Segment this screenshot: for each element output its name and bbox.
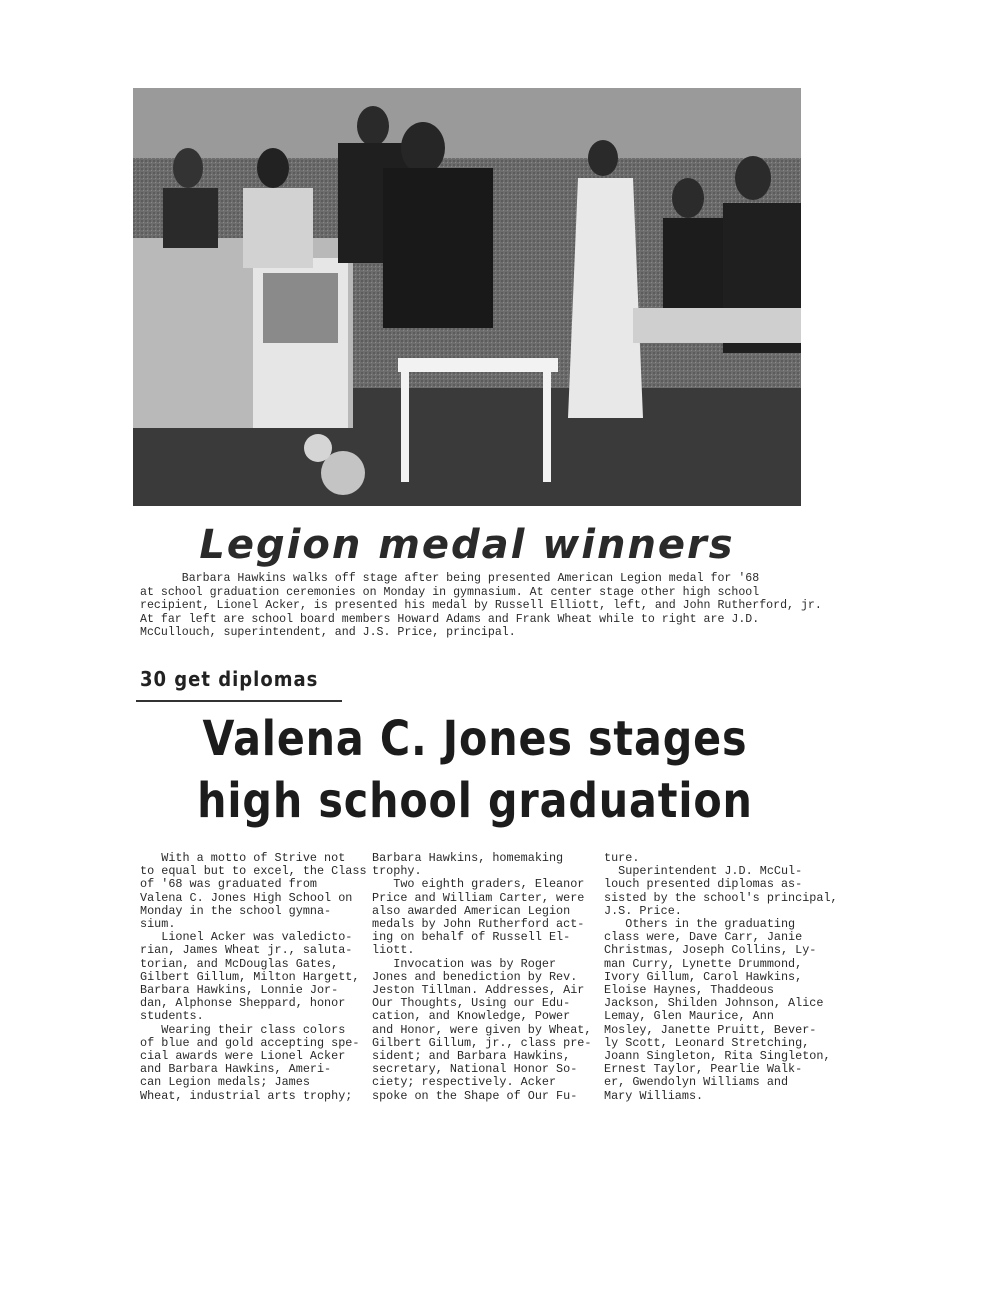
article-line: man Curry, Lynette Drummond, (604, 956, 803, 971)
article-line: Joann Singleton, Rita Singleton, (604, 1049, 831, 1064)
article-column-1 (140, 851, 367, 1103)
article-line: ing on behalf of Russell El- (372, 930, 571, 945)
photo-headline: Legion medal winners (199, 522, 735, 568)
article-line: of blue and gold accepting spe- (140, 1035, 360, 1050)
article-line: students. (140, 1009, 204, 1024)
article-line: Jackson, Shilden Johnson, Alice (604, 996, 824, 1011)
article-line: Ernest Taylor, Pearlie Walk- (604, 1062, 803, 1077)
article-line: Price and William Carter, were (372, 890, 585, 905)
article-line: Mosley, Janette Pruitt, Bever- (604, 1022, 817, 1037)
title-line: Valena C. Jones stages (202, 711, 748, 767)
article-line: class were, Dave Carr, Janie (604, 930, 803, 945)
title-line: high school graduation (197, 773, 753, 829)
article-line: louch presented diplomas as- (604, 877, 803, 892)
article-line: cation, and Knowledge, Power (372, 1009, 571, 1024)
article-line: torian, and McDouglas Gates, (140, 956, 339, 971)
article-line: Jones and benediction by Rev. (372, 969, 578, 984)
article-line: With a motto of Strive not (140, 851, 346, 865)
article-line: ciety; respectively. Acker (372, 1075, 557, 1090)
article-line: can Legion medals; James (140, 1075, 310, 1090)
article-line: Two eighth graders, Eleanor (372, 877, 585, 892)
article-line: Jeston Tillman. Addresses, Air (372, 983, 585, 998)
article-line: spoke on the Shape of Our Fu- (372, 1088, 578, 1103)
article-line: Valena C. Jones High School on (140, 890, 353, 905)
article-line: Wheat, industrial arts trophy; (140, 1088, 353, 1103)
article-line: sident; and Barbara Hawkins, (372, 1049, 571, 1064)
caption-line: recipient, Lionel Acker, is presented his medal by Russell Elliott, left, and John Rutherford, jr. (140, 599, 822, 613)
article-line: Ivory Gillum, Carol Hawkins, (604, 969, 803, 984)
article-title (187, 708, 763, 832)
article-line: J.S. Price. (604, 903, 682, 918)
article-column-3 (604, 851, 838, 1103)
article-line: Lemay, Glen Maurice, Ann (604, 1009, 774, 1024)
article-line: trophy. (372, 864, 422, 879)
article-line: of '68 was graduated from (140, 877, 317, 892)
article-line: Lionel Acker was valedicto- (140, 930, 353, 945)
article-line: cial awards were Lionel Acker (140, 1049, 346, 1064)
article-line: rian, James Wheat jr., saluta- (140, 943, 353, 958)
caption-line: At far left are school board members Howard Adams and Frank Wheat while to right are J.D. (140, 612, 760, 626)
article-line: and Barbara Hawkins, Ameri- (140, 1062, 332, 1077)
caption-line: McCullouch, superintendent, and J.S. Price, principal. (140, 626, 516, 640)
article-line: Monday in the school gymna- (140, 903, 332, 918)
article-line: Gilbert Gillum, Milton Hargett, (140, 969, 360, 984)
article-column-2 (372, 852, 600, 1103)
article-line: and Honor, were given by Wheat, (372, 1022, 592, 1037)
article-line: dan, Alphonse Sheppard, honor (140, 996, 346, 1011)
article-line: Mary Williams. (604, 1088, 704, 1103)
article-line: Gilbert Gillum, jr., class pre- (372, 1035, 592, 1050)
article-line: er, Gwendolyn Williams and (604, 1075, 789, 1090)
caption-line: Barbara Hawkins walks off stage after being presented American Legion medal for '68 (140, 572, 760, 585)
article-line: to equal but to excel, the Class (140, 864, 367, 879)
photo-graphic (133, 88, 801, 506)
article-line: medals by John Rutherford act- (372, 917, 585, 932)
article-line: also awarded American Legion (372, 903, 571, 918)
kicker-rule (136, 700, 342, 702)
news-photo (133, 88, 801, 506)
photo-caption (140, 572, 822, 640)
article-line: ture. (604, 851, 640, 865)
article-line: Others in the graduating (604, 917, 796, 932)
article-line: Eloise Haynes, Thaddeous (604, 983, 774, 998)
article-line: Invocation was by Roger (372, 956, 557, 971)
article-line: secretary, National Honor So- (372, 1062, 578, 1077)
article-line: liott. (372, 943, 415, 958)
caption-line: at school graduation ceremonies on Monday in gymnasium. At center stage other high school (140, 585, 760, 599)
article-line: Christmas, Joseph Collins, Ly- (604, 943, 817, 958)
article-line: Superintendent J.D. McCul- (604, 864, 803, 879)
article-line: Our Thoughts, Using our Edu- (372, 996, 571, 1011)
article-line: Barbara Hawkins, homemaking (372, 851, 564, 865)
article-line: Barbara Hawkins, Lonnie Jor- (140, 983, 339, 998)
article-line: ly Scott, Leonard Stretching, (604, 1035, 810, 1050)
article-line: sisted by the school's principal, (604, 890, 838, 905)
article-line: sium. (140, 917, 176, 932)
article-line: Wearing their class colors (140, 1022, 346, 1037)
kicker: 30 get diplomas (140, 667, 319, 691)
